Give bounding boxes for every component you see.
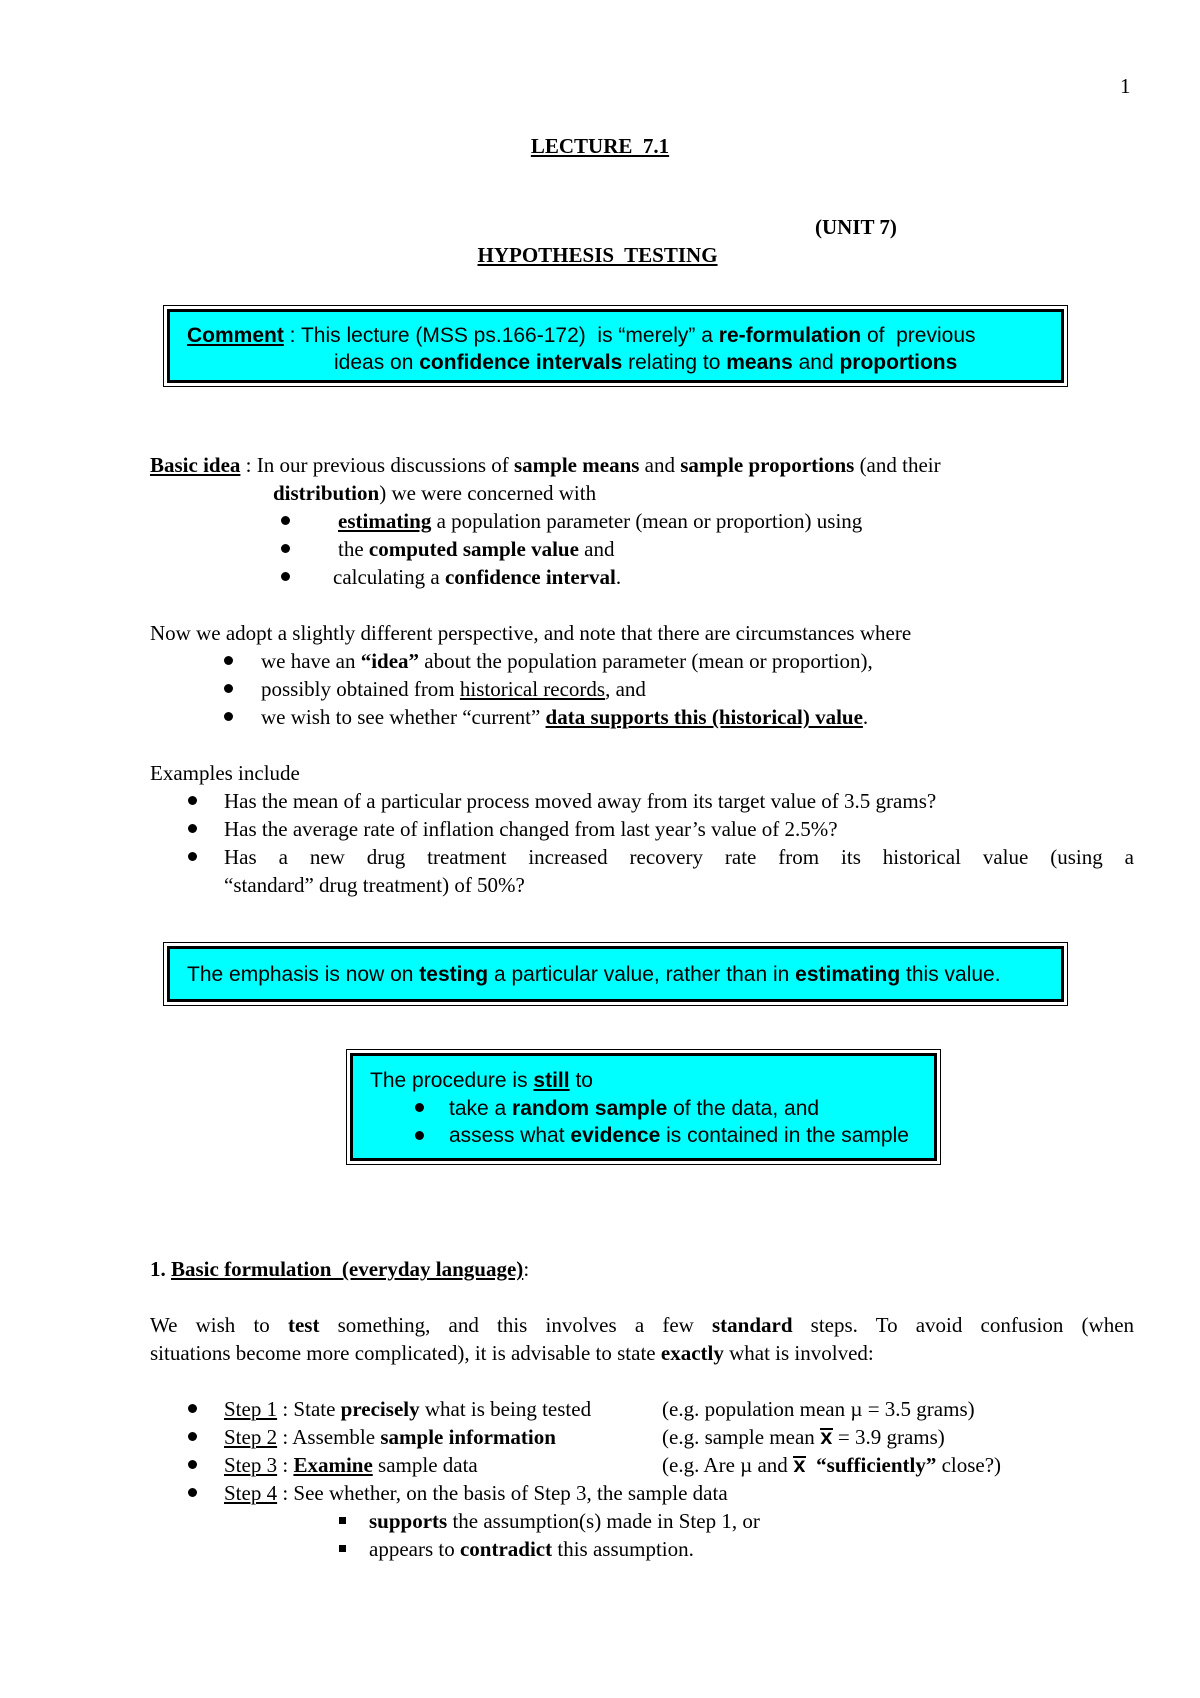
bullet-icon xyxy=(415,1103,424,1112)
bullet-icon xyxy=(281,544,290,553)
example-item-3: Has a new drug treatment increased recovery rate from its historical value (using a xyxy=(224,845,1134,869)
bullet-icon xyxy=(188,824,197,833)
step-2: Step 2 : Assemble sample information xyxy=(224,1425,556,1449)
square-bullet-icon xyxy=(339,1545,346,1552)
basic-idea-line-1: Basic idea : In our previous discussions of sample means and sample proportions (and their xyxy=(150,453,941,477)
bullet-icon xyxy=(188,1488,197,1497)
emphasis-text: The emphasis is now on testing a particular value, rather than in estimating this value. xyxy=(187,963,1001,986)
bullet-icon xyxy=(224,712,233,721)
comment-box xyxy=(167,309,1064,383)
comment-line-2: ideas on confidence intervals relating to means and proportions xyxy=(334,351,958,374)
perspective-intro: Now we adopt a slightly different perspective, and note that there are circumstances where xyxy=(150,621,912,645)
basic-idea-item-1: estimating a population parameter (mean or proportion) using xyxy=(338,509,863,533)
bullet-icon xyxy=(415,1131,424,1140)
bullet-icon xyxy=(224,684,233,693)
bullet-icon xyxy=(188,1460,197,1469)
subtitle: HYPOTHESIS TESTING xyxy=(477,243,718,267)
step-4-sub-2: appears to contradict this assumption. xyxy=(369,1537,694,1561)
bullet-icon xyxy=(188,796,197,805)
procedure-item-1: take a random sample of the data, and xyxy=(449,1097,820,1120)
square-bullet-icon xyxy=(339,1517,346,1524)
x-bar-symbol: x xyxy=(793,1454,806,1482)
emphasis-box xyxy=(167,946,1064,1002)
page-number: 1 xyxy=(1120,74,1131,98)
basic-idea-item-3: calculating a confidence interval. xyxy=(333,565,622,589)
step-3-example: (e.g. Are µ and x “sufficiently” close?) xyxy=(662,1451,1001,1482)
basic-idea-line-2: distribution) we were concerned with xyxy=(273,481,597,505)
section-1-heading: 1. Basic formulation (everyday language): xyxy=(150,1257,530,1281)
perspective-item-3: we wish to see whether “current” data supports this (historical) value. xyxy=(261,705,869,729)
procedure-intro: The procedure is still to xyxy=(370,1069,593,1092)
example-item-1: Has the mean of a particular process moved away from its target value of 3.5 grams? xyxy=(224,789,937,813)
step-3: Step 3 : Examine sample data xyxy=(224,1453,478,1477)
step-4: Step 4 : See whether, on the basis of Step 3, the sample data xyxy=(224,1481,728,1505)
bullet-icon xyxy=(281,516,290,525)
bullet-icon xyxy=(188,1432,197,1441)
procedure-box xyxy=(350,1053,937,1161)
perspective-item-1: we have an “idea” about the population parameter (mean or proportion), xyxy=(261,649,873,673)
perspective-item-2: possibly obtained from historical records, and xyxy=(261,677,646,701)
section-1-para-line-1: We wish to test something, and this involves a few standard steps. To avoid confusion (when xyxy=(150,1313,1135,1337)
bullet-icon xyxy=(224,656,233,665)
section-1-para-line-2: situations become more complicated), it is advisable to state exactly what is involved: xyxy=(150,1341,874,1365)
examples-intro: Examples include xyxy=(150,761,300,785)
example-item-3-cont: “standard” drug treatment) of 50%? xyxy=(224,873,525,897)
x-bar-symbol: x xyxy=(820,1426,833,1454)
lecture-title: LECTURE 7.1 xyxy=(530,134,670,158)
bullet-icon xyxy=(188,852,197,861)
procedure-item-2: assess what evidence is contained in the sample xyxy=(449,1124,909,1147)
example-item-2: Has the average rate of inflation changed from last year’s value of 2.5%? xyxy=(224,817,838,841)
step-1: Step 1 : State precisely what is being tested xyxy=(224,1397,592,1421)
step-1-example: (e.g. population mean µ = 3.5 grams) xyxy=(662,1397,975,1421)
basic-idea-item-2: the computed sample value and xyxy=(338,537,615,561)
step-4-sub-1: supports the assumption(s) made in Step 1, or xyxy=(369,1509,760,1533)
unit-label: (UNIT 7) xyxy=(815,215,897,239)
bullet-icon xyxy=(188,1404,197,1413)
bullet-icon xyxy=(281,572,290,581)
comment-line-1: Comment : This lecture (MSS ps.166-172) is “merely” a re-formulation of previous xyxy=(187,324,976,347)
step-2-example: (e.g. sample mean x = 3.9 grams) xyxy=(662,1423,945,1454)
